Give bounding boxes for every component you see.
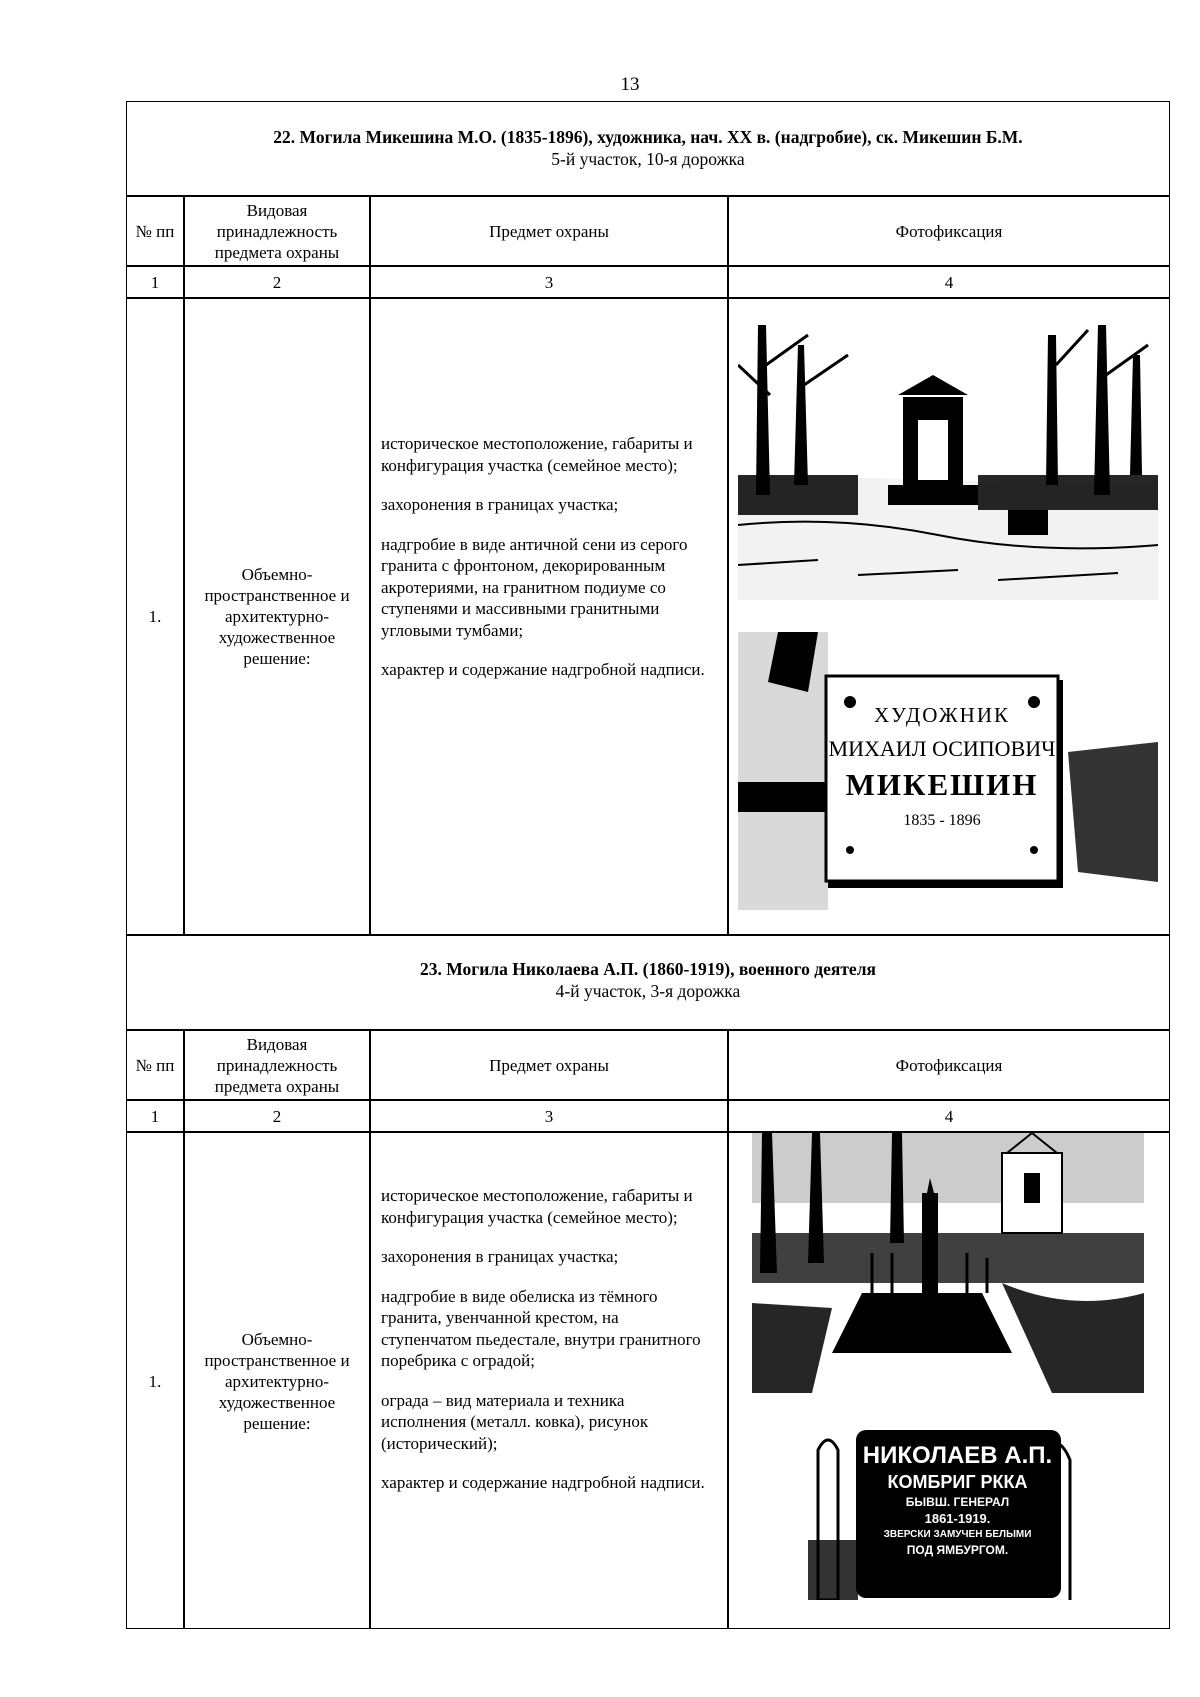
plaque-line: МИКЕШИН	[845, 766, 1039, 802]
plaque-line: МИХАИЛ ОСИПОВИЧ	[828, 735, 1056, 761]
protection-item: захоронения в границах участка;	[381, 495, 619, 514]
header-photo: Фотофиксация	[895, 221, 1003, 241]
section-22-heading	[126, 126, 1170, 170]
header-num: № пп	[135, 221, 175, 241]
col-number: 3	[544, 1106, 554, 1126]
rule	[369, 195, 371, 935]
row-number: 1.	[148, 606, 162, 626]
protection-item: надгробие в виде античной сени из серого гранита с фронтоном, декорированным акротериями, на гранитном подиуме со ступенями и массивными гранитными угловыми тумбами;	[381, 534, 688, 640]
section-title: 23. Могила Николаева А.П. (1860-1919), военного деятеля	[420, 959, 876, 979]
plaque-line: ХУДОЖНИК	[873, 702, 1011, 727]
header-subject: Предмет охраны	[489, 221, 609, 241]
protection-items	[381, 433, 711, 699]
protection-item: историческое местоположение, габариты и конфигурация участка (семейное место);	[381, 1186, 693, 1227]
protection-item: историческое местоположение, габариты и конфигурация участка (семейное место);	[381, 434, 693, 475]
col-number: 2	[272, 1106, 282, 1126]
protection-item: захоронения в границах участка;	[381, 1247, 619, 1266]
protection-item: ограда – вид материала и техника исполнения (металл. ковка), рисунок (исторический);	[381, 1390, 649, 1453]
plaque-line: НИКОЛАЕВ А.П.	[862, 1441, 1053, 1469]
protection-item: надгробие в виде обелиска из тёмного гранита, увенчанной крестом, на ступенчатом пьедестале, внутри гранитного поребрика с оградой;	[381, 1286, 701, 1370]
protection-item: характер и содержание надгробной надписи.	[381, 660, 705, 679]
page-number: 13	[620, 74, 640, 95]
plaque-line: БЫВШ. ГЕНЕРАЛ	[905, 1494, 1010, 1509]
row-number: 1.	[148, 1371, 162, 1391]
header-category: Видовая принадлежность предмета охраны	[214, 200, 340, 262]
plaque-line: КОМБРИГ РККА	[887, 1471, 1028, 1492]
col-number: 1	[150, 272, 160, 292]
rule	[727, 195, 729, 935]
row-category: Объемно-пространственное и архитектурно-художественное решение:	[204, 1329, 350, 1433]
plaque-line: ПОД ЯМБУРГОМ.	[906, 1542, 1009, 1557]
protection-item: характер и содержание надгробной надписи.	[381, 1473, 705, 1492]
plaque-line: 1835 - 1896	[903, 811, 981, 829]
col-number: 4	[944, 272, 954, 292]
rule	[126, 934, 1170, 936]
section-23-heading	[126, 958, 1170, 1002]
col-number: 1	[150, 1106, 160, 1126]
header-category: Видовая принадлежность предмета охраны	[214, 1034, 340, 1096]
rule	[183, 195, 185, 935]
header-photo: Фотофиксация	[895, 1055, 1003, 1075]
row-category: Объемно-пространственное и архитектурно-художественное решение:	[204, 564, 350, 668]
protection-items	[381, 1185, 711, 1512]
photo-mikeshin-tomb	[738, 325, 1158, 600]
plaque-line: 1861-1919.	[924, 1510, 991, 1526]
col-number: 3	[544, 272, 554, 292]
section-location: 4-й участок, 3-я дорожка	[555, 981, 741, 1001]
col-number: 4	[944, 1106, 954, 1126]
plaque-line: ЗВЕРСКИ ЗАМУЧЕН БЕЛЫМИ	[883, 1528, 1032, 1540]
photo-nikolaev-grave	[752, 1133, 1144, 1393]
section-location: 5-й участок, 10-я дорожка	[551, 149, 745, 169]
col-number: 2	[272, 272, 282, 292]
header-num: № пп	[135, 1055, 175, 1075]
section-title: 22. Могила Микешина М.О. (1835-1896), художника, нач. XX в. (надгробие), ск. Микешин Б.М.	[273, 127, 1023, 147]
header-subject: Предмет охраны	[489, 1055, 609, 1075]
